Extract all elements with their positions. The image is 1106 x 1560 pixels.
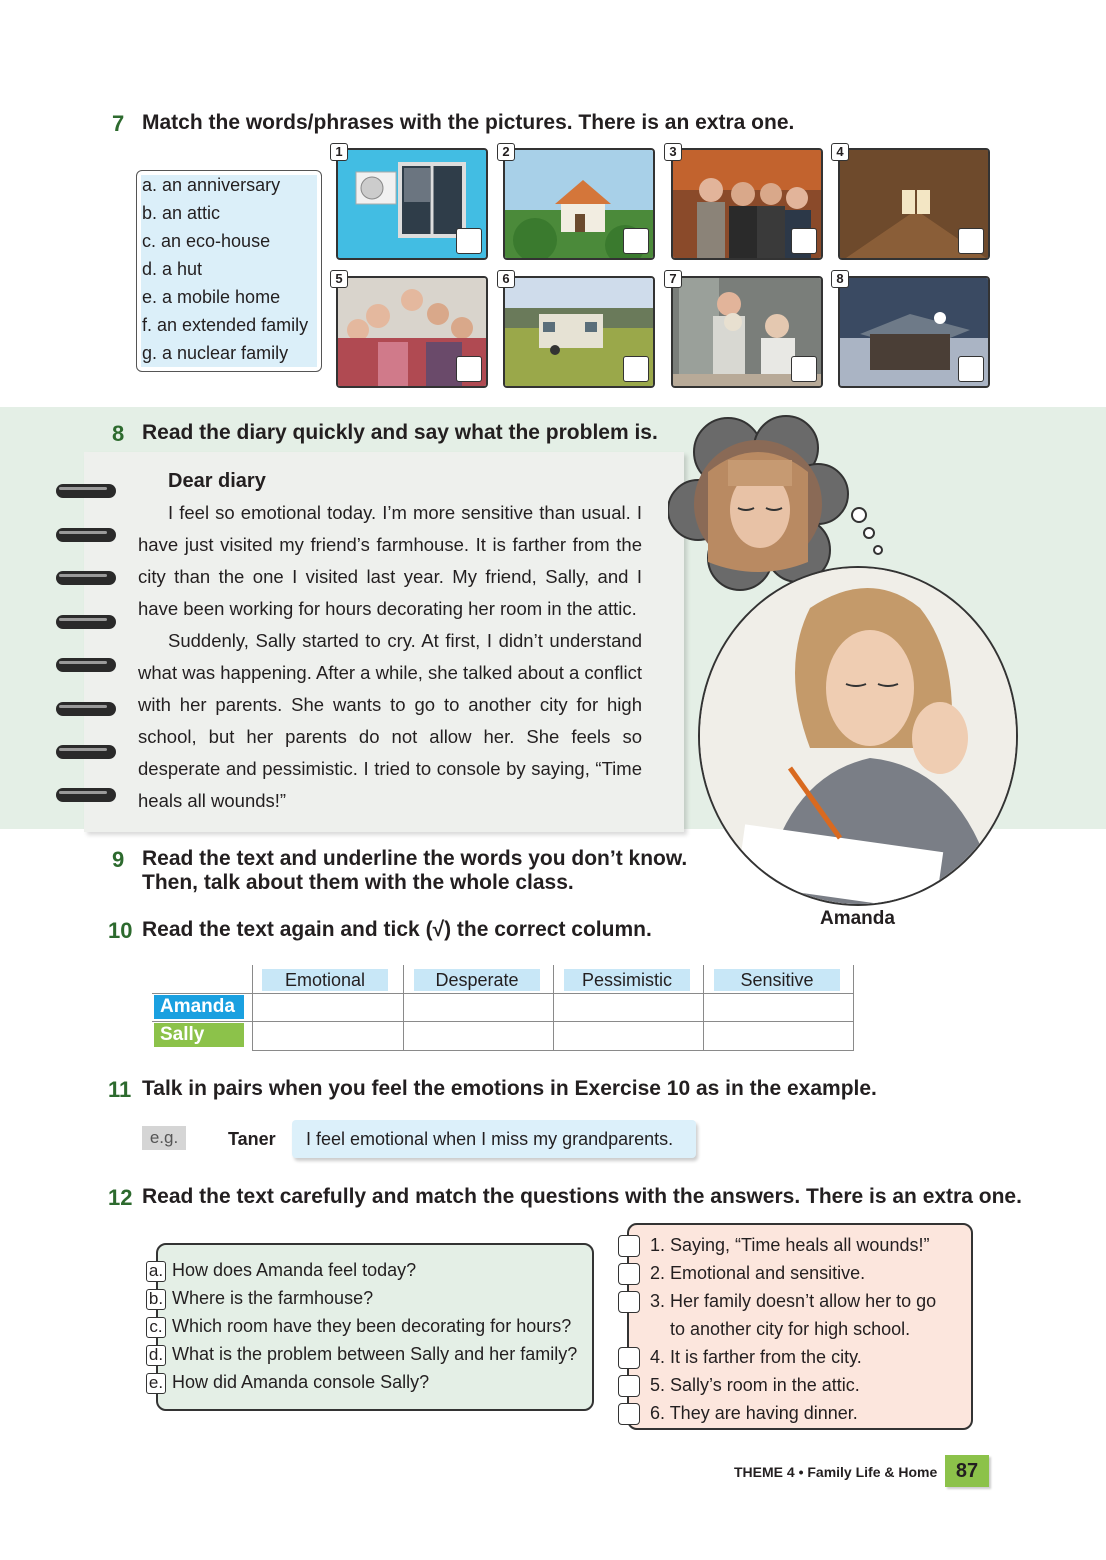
- diary-text: [138, 465, 642, 817]
- column-header-emotional: Emotional: [262, 969, 388, 991]
- picture-number: 1: [330, 143, 348, 161]
- question-item: b. Where is the farmhouse?: [146, 1288, 373, 1310]
- exercise-8-title: Read the diary quickly and say what the problem is.: [142, 421, 658, 444]
- answer-checkbox[interactable]: [791, 228, 817, 254]
- answer-checkbox[interactable]: [618, 1263, 640, 1285]
- exercise-11-number: 11: [108, 1077, 132, 1102]
- exercise-10-number: 10: [108, 918, 133, 943]
- row-label-amanda: Amanda: [154, 995, 244, 1019]
- answer-checkbox[interactable]: [456, 228, 482, 254]
- question-item: d. What is the problem between Sally and her family?: [146, 1344, 577, 1366]
- exercise-9-line-1: Read the text and underline the words you don’t know.: [142, 847, 688, 870]
- binder-ring-icon: [56, 571, 116, 585]
- binder-ring-icon: [56, 702, 116, 716]
- column-header-pessimistic: Pessimistic: [564, 969, 690, 991]
- question-item: c. Which room have they been decorating for hours?: [146, 1316, 571, 1338]
- tick-table: [152, 965, 854, 1051]
- answer-checkbox[interactable]: [623, 356, 649, 382]
- answer-item: 1. Saying, “Time heals all wounds!”: [650, 1235, 930, 1255]
- exercise-7-title: Match the words/phrases with the pictures. There is an extra one.: [142, 111, 795, 134]
- binder-ring-icon: [56, 745, 116, 759]
- answer-item: 4. It is farther from the city.: [650, 1347, 862, 1367]
- answer-checkbox[interactable]: [958, 228, 984, 254]
- amanda-caption: Amanda: [820, 908, 895, 929]
- thought-dot-icon: [851, 507, 867, 523]
- picture-number: 5: [330, 270, 348, 288]
- answer-checkbox[interactable]: [618, 1291, 640, 1313]
- picture-number: 8: [831, 270, 849, 288]
- column-header-desperate: Desperate: [414, 969, 540, 991]
- picture-number: 4: [831, 143, 849, 161]
- binder-ring-icon: [56, 484, 116, 498]
- answer-item: 5. Sally’s room in the attic.: [650, 1375, 860, 1395]
- answer-checkbox[interactable]: [623, 228, 649, 254]
- word-item: g. a nuclear family: [142, 343, 289, 363]
- exercise-11-title: Talk in pairs when you feel the emotions in Exercise 10 as in the example.: [142, 1077, 877, 1100]
- speaker-name: Taner: [228, 1129, 276, 1149]
- tick-cell[interactable]: [404, 1022, 553, 1050]
- word-item: c. an eco-house: [142, 231, 271, 251]
- theme-footer: THEME 4 • Family Life & Home: [734, 1464, 938, 1480]
- picture-number: 6: [497, 270, 515, 288]
- tick-cell[interactable]: [554, 994, 703, 1021]
- thought-bubble-worried-girl-icon: [668, 412, 850, 594]
- example-label: e.g.: [142, 1126, 186, 1150]
- page-number: 87: [945, 1455, 989, 1487]
- answer-checkbox[interactable]: [618, 1375, 640, 1397]
- picture-number: 3: [664, 143, 682, 161]
- question-letter[interactable]: e.: [146, 1373, 166, 1394]
- exercise-12-title: Read the text carefully and match the questions with the answers. There is an extra one.: [142, 1185, 1022, 1208]
- question-item: a. How does Amanda feel today?: [146, 1260, 416, 1282]
- picture-number: 2: [497, 143, 515, 161]
- exercise-10-title: Read the text again and tick (√) the correct column.: [142, 918, 652, 941]
- tick-cell[interactable]: [704, 994, 853, 1021]
- exercise-8-number: 8: [112, 421, 125, 446]
- example-sentence: I feel emotional when I miss my grandparents.: [292, 1120, 696, 1158]
- row-label-sally: Sally: [154, 1023, 244, 1047]
- picture-number: 7: [664, 270, 682, 288]
- answer-item: 6. They are having dinner.: [650, 1403, 858, 1423]
- question-letter[interactable]: c.: [146, 1317, 166, 1338]
- answer-item-continued: to another city for high school.: [670, 1319, 911, 1339]
- binder-ring-icon: [56, 658, 116, 672]
- diary-paragraph-1: I feel so emotional today. I’m more sensitive than usual. I have just visited my friend’s farmhouse. It is farther from the city than the one I visited last year. My friend, Sally, and I have been working for hours decorating her room in the attic.: [138, 502, 642, 619]
- word-item: a. an anniversary: [142, 175, 281, 195]
- answer-checkbox[interactable]: [456, 356, 482, 382]
- tick-cell[interactable]: [253, 994, 403, 1021]
- answer-checkbox[interactable]: [618, 1403, 640, 1425]
- word-item: b. an attic: [142, 203, 221, 223]
- tick-cell[interactable]: [404, 994, 553, 1021]
- question-letter[interactable]: d.: [146, 1345, 166, 1366]
- tick-cell[interactable]: [253, 1022, 403, 1050]
- exercise-9-number: 9: [112, 847, 125, 872]
- question-letter[interactable]: b.: [146, 1289, 166, 1310]
- answer-item: 3. Her family doesn’t allow her to go: [650, 1291, 937, 1311]
- diary-paragraph-2: Suddenly, Sally started to cry. At first, I didn’t understand what was happening. After a while, she talked about a conflict with her parents. She wants to go to another city for high school, but her parents do not allow her. She feels so desperate and pessimistic. I tried to console by saying, “Time heals all wounds!”: [138, 630, 642, 811]
- exercise-9-line-2: Then, talk about them with the whole class.: [142, 871, 574, 894]
- binder-ring-icon: [56, 615, 116, 629]
- tick-cell[interactable]: [704, 1022, 853, 1050]
- diary-heading: Dear diary: [168, 470, 266, 492]
- word-item: f. an extended family: [142, 315, 309, 335]
- answer-checkbox[interactable]: [618, 1235, 640, 1257]
- column-header-sensitive: Sensitive: [714, 969, 840, 991]
- amanda-studying-photo: [698, 566, 1018, 906]
- binder-ring-icon: [56, 528, 116, 542]
- answer-checkbox[interactable]: [618, 1347, 640, 1369]
- answer-checkbox[interactable]: [958, 356, 984, 382]
- word-item: e. a mobile home: [142, 287, 281, 307]
- question-letter[interactable]: a.: [146, 1261, 166, 1282]
- exercise-7-number: 7: [112, 111, 125, 136]
- answer-item: 2. Emotional and sensitive.: [650, 1263, 866, 1283]
- word-item: d. a hut: [142, 259, 203, 279]
- question-item: e. How did Amanda console Sally?: [146, 1372, 429, 1394]
- tick-cell[interactable]: [554, 1022, 703, 1050]
- thought-dot-icon: [863, 527, 875, 539]
- exercise-12-number: 12: [108, 1185, 133, 1210]
- answer-checkbox[interactable]: [791, 356, 817, 382]
- binder-ring-icon: [56, 788, 116, 802]
- thought-dot-icon: [873, 545, 883, 555]
